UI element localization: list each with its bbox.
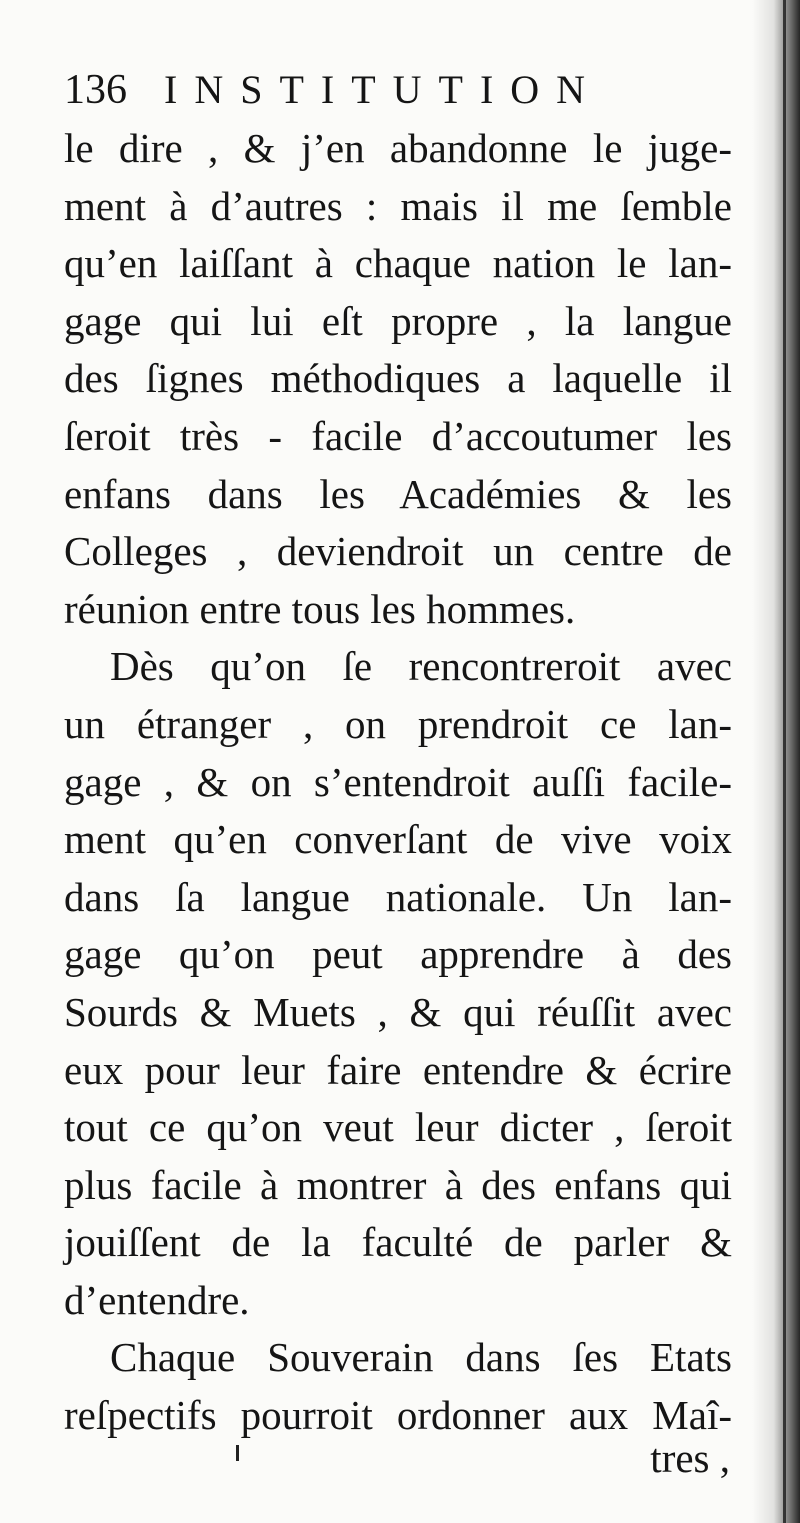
text-line: gage qui lui eſt propre , la langue: [64, 297, 732, 344]
text-line: jouiſſent de la faculté de parler &: [64, 1219, 732, 1266]
text-line: enfans dans les Académies & les: [64, 470, 732, 517]
text-line: Sourds & Muets , & qui réuſſit avec: [64, 988, 732, 1035]
text-line: le dire , & j’en abandonne le juge-: [64, 125, 732, 171]
text-line: eux pour leur faire entendre & écrire: [64, 1046, 732, 1093]
running-title: INSTITUTION: [164, 67, 603, 112]
binding-shadow: [752, 0, 800, 1523]
text-line: qu’en laiſſant à chaque nation le lan-: [64, 240, 732, 287]
text-line: ment à d’autres : mais il me ſemble: [64, 182, 732, 229]
text-line: réunion entre tous les hommes.: [64, 585, 576, 632]
stray-mark: [236, 1445, 239, 1461]
text-line: ment qu’en converſant de vive voix: [64, 816, 732, 863]
paragraph-first-line: Dès qu’on ſe rencontreroit avec: [110, 643, 732, 690]
running-head: [64, 62, 724, 118]
text-line: dans ſa langue nationale. Un lan-: [64, 873, 732, 920]
text-line: Colleges , deviendroit un centre de: [64, 528, 732, 575]
text-line: gage qu’on peut apprendre à des: [64, 931, 732, 978]
text-line: plus facile à montrer à des enfans qui: [64, 1161, 732, 1208]
text-line: des ſignes méthodiques a laquelle il: [64, 355, 732, 402]
text-line: reſpectifs pourroit ordonner aux Maî-: [64, 1392, 732, 1439]
body-text: [64, 120, 732, 1445]
paragraph-first-line: Chaque Souverain dans ſes Etats: [110, 1334, 732, 1381]
text-line: tout ce qu’on veut leur dicter , ſeroit: [64, 1104, 732, 1151]
page-number: 136: [64, 67, 127, 113]
page-edge-line: [783, 0, 786, 1523]
text-line: ſeroit très - facile d’accoutumer les: [64, 412, 732, 459]
catchword: tres ,: [650, 1435, 730, 1481]
text-line: gage , & on s’entendroit auſſi facile-: [64, 758, 732, 805]
text-line: un étranger , on prendroit ce lan-: [64, 700, 732, 747]
text-line: d’entendre.: [64, 1276, 250, 1323]
